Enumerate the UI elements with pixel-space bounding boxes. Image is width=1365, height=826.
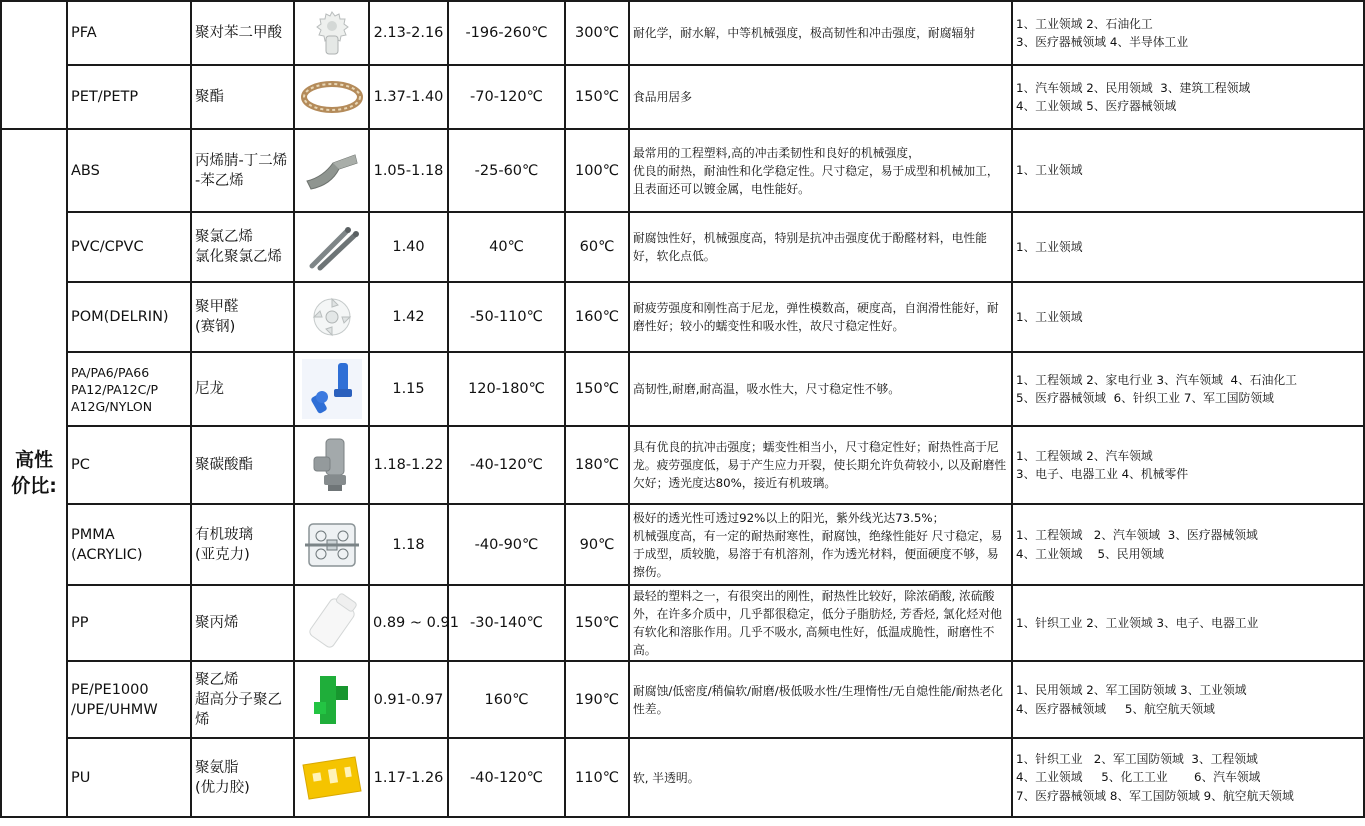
temperature-range: -25-60℃ xyxy=(448,129,565,212)
category-cell-top xyxy=(1,1,67,129)
application-fields: 1、工业领域 2、石油化工 3、医疗器械领域 4、半导体工业 xyxy=(1012,1,1364,65)
properties-description: 耐疲劳强度和刚性高于尼龙，弹性模数高，硬度高，自润滑性能好，耐磨性好；较小的蠕变性和吸水性，故尺寸稳定性好。 xyxy=(629,282,1012,352)
max-temperature: 150℃ xyxy=(565,65,629,129)
material-name: 聚碳酸酯 xyxy=(191,426,294,504)
material-image xyxy=(294,129,369,212)
density: 1.40 xyxy=(369,212,448,282)
temperature-range: -40-120℃ xyxy=(448,738,565,817)
table-row xyxy=(1,426,1364,504)
properties-description: 高韧性,耐磨,耐高温，吸水性大，尺寸稳定性不够。 xyxy=(629,352,1012,426)
properties-description: 最常用的工程塑料,高的冲击柔韧性和良好的机械强度， 优良的耐热，耐油性和化学稳定性。尺寸稳定，易于成型和机械加工，且表面还可以镀金属，电性能好。 xyxy=(629,129,1012,212)
table-row xyxy=(1,282,1364,352)
material-code: POM(DELRIN) xyxy=(67,282,191,352)
material-name: 丙烯腈-丁二烯 -苯乙烯 xyxy=(191,129,294,212)
application-fields: 1、工程领域 2、家电行业 3、汽车领域 4、石油化工 5、医疗器械领域 6、针织工业 7、军工国防领域 xyxy=(1012,352,1364,426)
green-block-icon xyxy=(295,672,368,728)
material-name: 聚乙烯 超高分子聚乙烯 xyxy=(191,661,294,738)
table-row xyxy=(1,661,1364,738)
ring-bearing-icon xyxy=(295,77,368,117)
material-image xyxy=(294,504,369,585)
category-label: 高性 价比: xyxy=(1,129,67,817)
properties-description: 具有优良的抗冲击强度；蠕变性相当小，尺寸稳定性好；耐热性高于尼龙。疲劳强度低，易于产生应力开裂，使长期允许负荷较小, 以及耐磨性欠好；透光度达80%，接近有机玻璃。 xyxy=(629,426,1012,504)
application-fields: 1、工业领域 xyxy=(1012,129,1364,212)
table-row xyxy=(1,1,1364,65)
density: 1.15 xyxy=(369,352,448,426)
material-image xyxy=(294,282,369,352)
application-fields: 1、工程领域 2、汽车领域 3、电子、电器工业 4、机械零件 xyxy=(1012,426,1364,504)
temperature-range: 40℃ xyxy=(448,212,565,282)
application-fields: 1、针织工业 2、军工国防领域 3、工程领域 4、工业领域 5、化工工业 6、汽车领域 7、医疗器械领域 8、军工国防领域 9、航空航天领域 xyxy=(1012,738,1364,817)
density: 1.18-1.22 xyxy=(369,426,448,504)
blue-fittings-icon xyxy=(295,359,368,419)
material-name: 有机玻璃 (亚克力) xyxy=(191,504,294,585)
material-code: PC xyxy=(67,426,191,504)
material-name: 聚丙烯 xyxy=(191,585,294,661)
density: 1.05-1.18 xyxy=(369,129,448,212)
material-code: PMMA (ACRYLIC) xyxy=(67,504,191,585)
application-fields: 1、工业领域 xyxy=(1012,212,1364,282)
temperature-range: -70-120℃ xyxy=(448,65,565,129)
temperature-range: 120-180℃ xyxy=(448,352,565,426)
material-code: ABS xyxy=(67,129,191,212)
temperature-range: -196-260℃ xyxy=(448,1,565,65)
density: 1.37-1.40 xyxy=(369,65,448,129)
application-fields: 1、工业领域 xyxy=(1012,282,1364,352)
table-row xyxy=(1,129,1364,212)
material-image xyxy=(294,426,369,504)
material-name: 聚甲醛 (赛钢) xyxy=(191,282,294,352)
max-temperature: 150℃ xyxy=(565,585,629,661)
material-code: PU xyxy=(67,738,191,817)
application-fields: 1、针织工业 2、工业领域 3、电子、电器工业 xyxy=(1012,585,1364,661)
max-temperature: 60℃ xyxy=(565,212,629,282)
material-code: PVC/CPVC xyxy=(67,212,191,282)
table-row xyxy=(1,504,1364,585)
material-code: PA/PA6/PA66 PA12/PA12C/P A12G/NYLON xyxy=(67,352,191,426)
properties-description: 食品用居多 xyxy=(629,65,1012,129)
material-image xyxy=(294,738,369,817)
density: 2.13-2.16 xyxy=(369,1,448,65)
white-cylinder-part-icon xyxy=(295,591,368,655)
material-name: 聚氯乙烯 氯化聚氯乙烯 xyxy=(191,212,294,282)
max-temperature: 180℃ xyxy=(565,426,629,504)
max-temperature: 150℃ xyxy=(565,352,629,426)
temperature-range: -30-140℃ xyxy=(448,585,565,661)
table-row xyxy=(1,65,1364,129)
temperature-range: -40-90℃ xyxy=(448,504,565,585)
material-code: PP xyxy=(67,585,191,661)
table-row xyxy=(1,212,1364,282)
application-fields: 1、民用领域 2、军工国防领域 3、工业领域 4、医疗器械领域 5、航空航天领域 xyxy=(1012,661,1364,738)
temperature-range: -50-110℃ xyxy=(448,282,565,352)
temperature-range: -40-120℃ xyxy=(448,426,565,504)
table-row xyxy=(1,352,1364,426)
white-impeller-icon xyxy=(295,289,368,345)
material-name: 聚酯 xyxy=(191,65,294,129)
properties-description: 极好的透光性可透过92%以上的阳光，紫外线光达73.5%； 机械强度高，有一定的耐热耐寒性，耐腐蚀，绝缘性能好 尺寸稳定，易于成型，质较脆，易溶于有机溶剂，作为透光材料，便面硬度不够，易擦伤。 xyxy=(629,504,1012,585)
density: 1.42 xyxy=(369,282,448,352)
material-code: PE/PE1000 /UPE/UHMW xyxy=(67,661,191,738)
material-image xyxy=(294,65,369,129)
material-image xyxy=(294,1,369,65)
properties-description: 耐化学，耐水解，中等机械强度，极高韧性和冲击强度，耐腐辐射 xyxy=(629,1,1012,65)
material-code: PET/PETP xyxy=(67,65,191,129)
material-image xyxy=(294,661,369,738)
material-image xyxy=(294,212,369,282)
temperature-range: 160℃ xyxy=(448,661,565,738)
properties-description: 最轻的塑料之一，有很突出的刚性，耐热性比较好，除浓硝酸, 浓硫酸外，在许多介质中，几乎都很稳定，低分子脂肪烃, 芳香烃, 氯化烃对他有软化和溶胀作用。几乎不吸水, 高频电性好，低温成脆性，耐磨性不高。 xyxy=(629,585,1012,661)
application-fields: 1、工程领域 2、汽车领域 3、医疗器械领域 4、工业领域 5、民用领域 xyxy=(1012,504,1364,585)
properties-description: 耐腐蚀/低密度/稍偏软/耐磨/极低吸水性/生理惰性/无自熄性能/耐热老化性差。 xyxy=(629,661,1012,738)
max-temperature: 100℃ xyxy=(565,129,629,212)
properties-description: 耐腐蚀性好，机械强度高，特别是抗冲击强度优于酚醛材料，电性能好，软化点低。 xyxy=(629,212,1012,282)
application-fields: 1、汽车领域 2、民用领域 3、建筑工程领域 4、工业领域 5、医疗器械领域 xyxy=(1012,65,1364,129)
max-temperature: 300℃ xyxy=(565,1,629,65)
grey-rods-icon xyxy=(295,222,368,272)
acrylic-block-icon xyxy=(295,520,368,570)
density: 1.18 xyxy=(369,504,448,585)
grey-elbow-part-icon xyxy=(295,435,368,495)
density: 1.17-1.26 xyxy=(369,738,448,817)
max-temperature: 110℃ xyxy=(565,738,629,817)
material-name: 聚氨脂 (优力胶) xyxy=(191,738,294,817)
properties-description: 软, 半透明。 xyxy=(629,738,1012,817)
material-code: PFA xyxy=(67,1,191,65)
material-image xyxy=(294,585,369,661)
max-temperature: 90℃ xyxy=(565,504,629,585)
material-name: 尼龙 xyxy=(191,352,294,426)
table-row xyxy=(1,585,1364,661)
yellow-plate-icon xyxy=(295,755,368,801)
table-row xyxy=(1,738,1364,817)
material-image xyxy=(294,352,369,426)
max-temperature: 190℃ xyxy=(565,661,629,738)
max-temperature: 160℃ xyxy=(565,282,629,352)
grey-bracket-icon xyxy=(295,151,368,191)
material-name: 聚对苯二甲酸 xyxy=(191,1,294,65)
density: 0.89 ~ 0.91 xyxy=(369,585,448,661)
white-gear-part-icon xyxy=(295,8,368,58)
density: 0.91-0.97 xyxy=(369,661,448,738)
